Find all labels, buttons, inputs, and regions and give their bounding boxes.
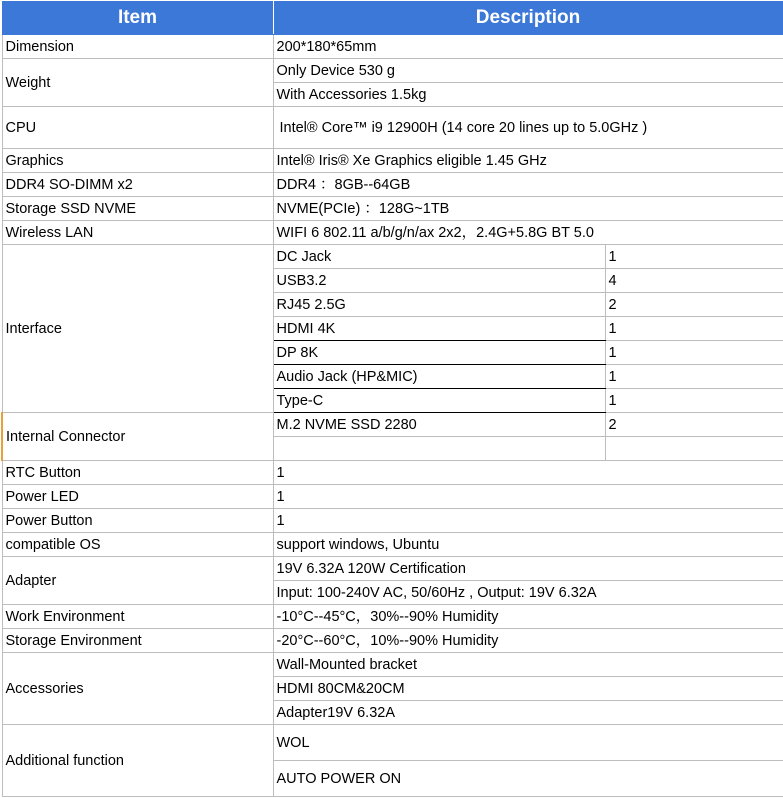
value-wireless: WIFI 6 802.11 a/b/g/n/ax 2x2，2.4G+5.8G BT 5.0 bbox=[273, 221, 783, 245]
accessory-item: Adapter19V 6.32A bbox=[273, 701, 783, 725]
value-adapter-line2: Input: 100-240V AC, 50/60Hz , Output: 19V 6.32A bbox=[273, 581, 783, 605]
value-power-led: 1 bbox=[273, 485, 783, 509]
port-count: 1 bbox=[605, 245, 783, 269]
value-weight-accessories: With Accessories 1.5kg bbox=[273, 83, 783, 107]
port-count: 1 bbox=[605, 389, 783, 413]
label-ram: DDR4 SO-DIMM x2 bbox=[2, 173, 273, 197]
label-storage: Storage SSD NVME bbox=[2, 197, 273, 221]
row-storage-env bbox=[2, 629, 783, 653]
empty-cell bbox=[273, 437, 605, 461]
port-name: Type-C bbox=[273, 389, 605, 413]
label-internal-connector: Internal Connector bbox=[2, 413, 273, 461]
row-graphics bbox=[2, 149, 783, 173]
value-graphics: Intel® Iris® Xe Graphics eligible 1.45 GHz bbox=[273, 149, 783, 173]
accessory-item: HDMI 80CM&20CM bbox=[273, 677, 783, 701]
label-adapter: Adapter bbox=[2, 557, 273, 605]
port-name: DP 8K bbox=[273, 341, 605, 365]
value-work-env: -10°C--45°C，30%--90% Humidity bbox=[273, 605, 783, 629]
spec-table bbox=[1, 1, 783, 797]
header-description: Description bbox=[273, 2, 783, 35]
port-count: 1 bbox=[605, 341, 783, 365]
port-count: 1 bbox=[605, 365, 783, 389]
label-work-env: Work Environment bbox=[2, 605, 273, 629]
row-wireless bbox=[2, 221, 783, 245]
value-dimension: 200*180*65mm bbox=[273, 35, 783, 59]
port-name: USB3.2 bbox=[273, 269, 605, 293]
label-graphics: Graphics bbox=[2, 149, 273, 173]
value-storage: NVME(PCIe) ：128G~1TB bbox=[273, 197, 783, 221]
label-rtc: RTC Button bbox=[2, 461, 273, 485]
label-accessories: Accessories bbox=[2, 653, 273, 725]
row-adapter bbox=[2, 557, 783, 581]
label-os: compatible OS bbox=[2, 533, 273, 557]
accessory-item: Wall-Mounted bracket bbox=[273, 653, 783, 677]
value-os: support windows, Ubuntu bbox=[273, 533, 783, 557]
label-power-led: Power LED bbox=[2, 485, 273, 509]
row-additional bbox=[2, 725, 783, 761]
label-interface: Interface bbox=[2, 245, 273, 413]
row-os bbox=[2, 533, 783, 557]
header-row bbox=[2, 2, 783, 35]
value-power-button: 1 bbox=[273, 509, 783, 533]
label-weight: Weight bbox=[2, 59, 273, 107]
row-weight bbox=[2, 59, 783, 83]
label-dimension: Dimension bbox=[2, 35, 273, 59]
port-count: 1 bbox=[605, 317, 783, 341]
label-cpu: CPU bbox=[2, 107, 273, 149]
row-power-button bbox=[2, 509, 783, 533]
port-name: HDMI 4K bbox=[273, 317, 605, 341]
label-wireless: Wireless LAN bbox=[2, 221, 273, 245]
row-internal-connector bbox=[2, 413, 783, 437]
label-power-button: Power Button bbox=[2, 509, 273, 533]
value-rtc: 1 bbox=[273, 461, 783, 485]
port-count: 2 bbox=[605, 293, 783, 317]
port-count: 4 bbox=[605, 269, 783, 293]
row-dimension bbox=[2, 35, 783, 59]
row-interface-dcjack bbox=[2, 245, 783, 269]
row-storage bbox=[2, 197, 783, 221]
label-additional: Additional function bbox=[2, 725, 273, 797]
port-name: RJ45 2.5G bbox=[273, 293, 605, 317]
value-weight-device: Only Device 530 g bbox=[273, 59, 783, 83]
row-accessories bbox=[2, 653, 783, 677]
row-cpu bbox=[2, 107, 783, 149]
row-rtc bbox=[2, 461, 783, 485]
value-ram: DDR4 ：8GB--64GB bbox=[273, 173, 783, 197]
row-work-env bbox=[2, 605, 783, 629]
value-storage-env: -20°C--60°C，10%--90% Humidity bbox=[273, 629, 783, 653]
row-ram bbox=[2, 173, 783, 197]
additional-item: AUTO POWER ON bbox=[273, 761, 783, 797]
value-cpu: Intel® Core™ i9 12900H (14 core 20 lines up to 5.0GHz ) bbox=[273, 107, 783, 149]
empty-cell bbox=[605, 437, 783, 461]
row-power-led bbox=[2, 485, 783, 509]
port-name: DC Jack bbox=[273, 245, 605, 269]
header-item: Item bbox=[2, 2, 273, 35]
label-storage-env: Storage Environment bbox=[2, 629, 273, 653]
internal-connector-name: M.2 NVME SSD 2280 bbox=[273, 413, 605, 437]
internal-connector-count: 2 bbox=[605, 413, 783, 437]
additional-item: WOL bbox=[273, 725, 783, 761]
port-name: Audio Jack (HP&MIC) bbox=[273, 365, 605, 389]
value-adapter-line1: 19V 6.32A 120W Certification bbox=[273, 557, 783, 581]
